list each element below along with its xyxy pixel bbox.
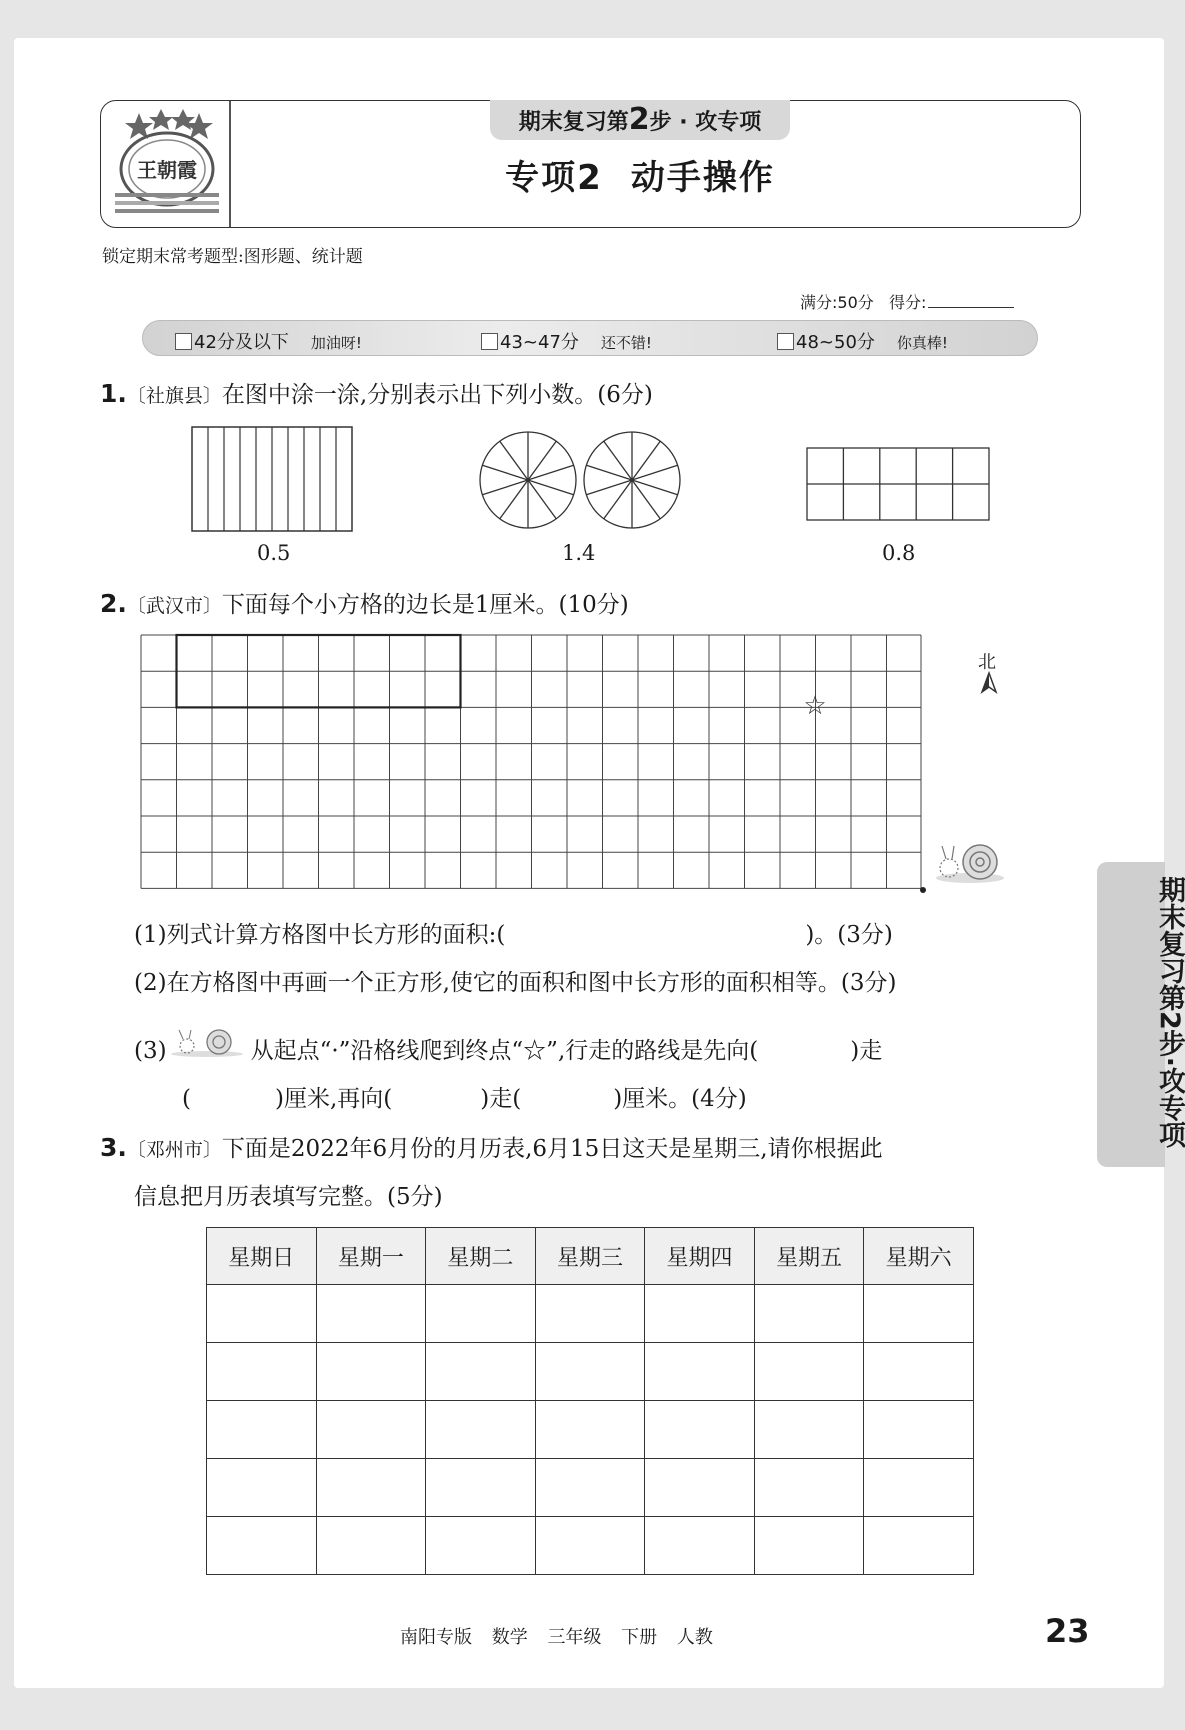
- calendar-cell[interactable]: [426, 1285, 536, 1343]
- calendar-cell[interactable]: [426, 1401, 536, 1459]
- logo: [115, 109, 219, 219]
- calendar-cell[interactable]: [207, 1401, 317, 1459]
- calendar-cell[interactable]: [645, 1343, 755, 1401]
- sub3-text: 从起点“·”沿格线爬到终点“☆”,行走的路线是先向(: [250, 1038, 759, 1064]
- q2-square-grid[interactable]: [140, 634, 930, 900]
- sub1-suffix: )。(3分): [805, 922, 893, 948]
- grade-bar: [142, 320, 1038, 356]
- sub3-walk2: )走(: [480, 1086, 522, 1112]
- score-blank[interactable]: [928, 307, 1014, 308]
- calendar-cell[interactable]: [207, 1459, 317, 1517]
- sub3-number: (3): [134, 1038, 167, 1064]
- calendar-row: [207, 1343, 974, 1401]
- title-part2: 动手操作: [630, 158, 775, 198]
- calendar-row: [207, 1401, 974, 1459]
- start-point: [920, 887, 926, 893]
- score-label: 得分:: [889, 293, 927, 312]
- calendar-row: [207, 1517, 974, 1575]
- q3-number: 3.: [100, 1133, 127, 1162]
- q2-tag: 〔武汉市〕: [126, 595, 222, 617]
- page-title: [440, 150, 840, 199]
- step-prefix: 期末复习第: [518, 110, 629, 135]
- calendar-cell[interactable]: [645, 1401, 755, 1459]
- grade-cheer: 还不错!: [600, 334, 652, 352]
- calendar-cell[interactable]: [864, 1343, 974, 1401]
- q2-sub1: [134, 916, 893, 949]
- calendar-cell[interactable]: [645, 1517, 755, 1575]
- calendar-cell[interactable]: [426, 1459, 536, 1517]
- q2-text: [100, 586, 629, 619]
- calendar-header-cell: 星期一: [316, 1228, 426, 1285]
- q1-tag: 〔社旗县〕: [126, 385, 222, 407]
- decimal-label: 1.4: [562, 541, 596, 565]
- subtitle: 锁定期末常考题型:图形题、统计题: [102, 247, 363, 267]
- star-endpoint: ☆: [803, 691, 827, 721]
- q2-sub3-line2: [182, 1080, 747, 1113]
- snail-icon: [934, 840, 1010, 884]
- calendar-cell[interactable]: [754, 1343, 864, 1401]
- calendar-row: [207, 1459, 974, 1517]
- calendar-table: [206, 1227, 974, 1575]
- calendar-cell[interactable]: [535, 1285, 645, 1343]
- step-suffix: 步 · 攻专项: [649, 110, 762, 135]
- q1-grid-figure[interactable]: [806, 447, 990, 523]
- calendar-cell[interactable]: [864, 1401, 974, 1459]
- calendar-header-cell: 星期三: [535, 1228, 645, 1285]
- step-banner: [490, 100, 790, 140]
- q1-text: [100, 376, 653, 409]
- calendar-cell[interactable]: [754, 1459, 864, 1517]
- calendar-row: [207, 1285, 974, 1343]
- calendar-cell[interactable]: [645, 1459, 755, 1517]
- calendar-cell[interactable]: [535, 1459, 645, 1517]
- calendar-cell[interactable]: [864, 1517, 974, 1575]
- calendar-cell[interactable]: [535, 1343, 645, 1401]
- footer: 南阳专版 数学 三年级 下册 人教: [400, 1627, 713, 1648]
- decimal-label: 0.5: [257, 541, 291, 565]
- calendar-cell[interactable]: [754, 1285, 864, 1343]
- calendar-cell[interactable]: [207, 1517, 317, 1575]
- calendar-cell[interactable]: [316, 1517, 426, 1575]
- calendar-cell[interactable]: [864, 1459, 974, 1517]
- side-tab-text: 期末复习第2步·攻专项: [1154, 876, 1185, 1149]
- q1-strip-figure[interactable]: [190, 425, 356, 533]
- full-score: 满分:50分: [800, 293, 874, 312]
- grade-checkbox[interactable]: [777, 333, 794, 350]
- calendar-cell[interactable]: [426, 1343, 536, 1401]
- q2-number: 2.: [100, 589, 127, 618]
- north-label: 北: [978, 652, 996, 673]
- grade-cheer: 你真棒!: [896, 334, 948, 352]
- calendar-cell[interactable]: [207, 1285, 317, 1343]
- q1-circle-figures[interactable]: [476, 428, 686, 532]
- grade-range: 43~47分: [500, 332, 579, 353]
- snail-inline-icon: [167, 1028, 251, 1048]
- grade-cheer: 加油呀!: [310, 334, 362, 352]
- grade-item: [777, 328, 948, 354]
- calendar-cell[interactable]: [754, 1401, 864, 1459]
- calendar-cell[interactable]: [316, 1459, 426, 1517]
- q3-tag: 〔邓州市〕: [126, 1139, 222, 1161]
- north-arrow-icon: [980, 672, 998, 694]
- page-number: 23: [1045, 1612, 1090, 1650]
- q2-prompt: 下面每个小方格的边长是1厘米。(10分): [221, 592, 629, 618]
- header-divider: [229, 101, 231, 227]
- calendar-cell[interactable]: [645, 1285, 755, 1343]
- q2-sub3: [134, 1028, 882, 1065]
- sub1-prefix: (1)列式计算方格图中长方形的面积:(: [134, 922, 506, 948]
- q3-text-line2: 信息把月历表填写完整。(5分): [134, 1184, 443, 1210]
- calendar-cell[interactable]: [754, 1517, 864, 1575]
- q3-prompt-line1: 下面是2022年6月份的月历表,6月15日这天是星期三,请你根据此: [221, 1136, 883, 1162]
- step-number: 2: [628, 102, 650, 137]
- grade-range: 42分及以下: [194, 332, 289, 353]
- calendar-cell[interactable]: [535, 1401, 645, 1459]
- calendar-cell[interactable]: [426, 1517, 536, 1575]
- sub3-walk: )走: [850, 1038, 883, 1064]
- side-tab: [1097, 862, 1185, 1167]
- calendar-cell[interactable]: [316, 1343, 426, 1401]
- calendar-cell[interactable]: [535, 1517, 645, 1575]
- grade-item: [481, 328, 652, 354]
- calendar-cell[interactable]: [316, 1401, 426, 1459]
- calendar-header-cell: 星期六: [864, 1228, 974, 1285]
- q1-prompt: 在图中涂一涂,分别表示出下列小数。(6分): [221, 382, 653, 408]
- grade-range: 48~50分: [796, 332, 875, 353]
- grade-checkbox[interactable]: [175, 333, 192, 350]
- calendar-header-cell: 星期二: [426, 1228, 536, 1285]
- calendar-cell[interactable]: [316, 1285, 426, 1343]
- q3-text: [100, 1130, 883, 1163]
- calendar-header-cell: 星期日: [207, 1228, 317, 1285]
- sub3-end: )厘米。(4分): [613, 1086, 747, 1112]
- sub3-open: (: [182, 1086, 191, 1112]
- calendar-header-row: [207, 1228, 974, 1285]
- sub3-mid: )厘米,再向(: [274, 1086, 393, 1112]
- score-line: [800, 290, 1014, 313]
- title-part1: 专项2: [505, 158, 603, 198]
- calendar-header-cell: 星期五: [754, 1228, 864, 1285]
- grade-item: [175, 328, 362, 354]
- svg-text:王朝霞: 王朝霞: [137, 158, 197, 182]
- q2-sub2: (2)在方格图中再画一个正方形,使它的面积和图中长方形的面积相等。(3分): [134, 970, 897, 996]
- q1-number: 1.: [100, 379, 127, 408]
- decimal-label: 0.8: [882, 541, 916, 565]
- calendar-cell[interactable]: [207, 1343, 317, 1401]
- calendar-header-cell: 星期四: [645, 1228, 755, 1285]
- grade-checkbox[interactable]: [481, 333, 498, 350]
- calendar-cell[interactable]: [864, 1285, 974, 1343]
